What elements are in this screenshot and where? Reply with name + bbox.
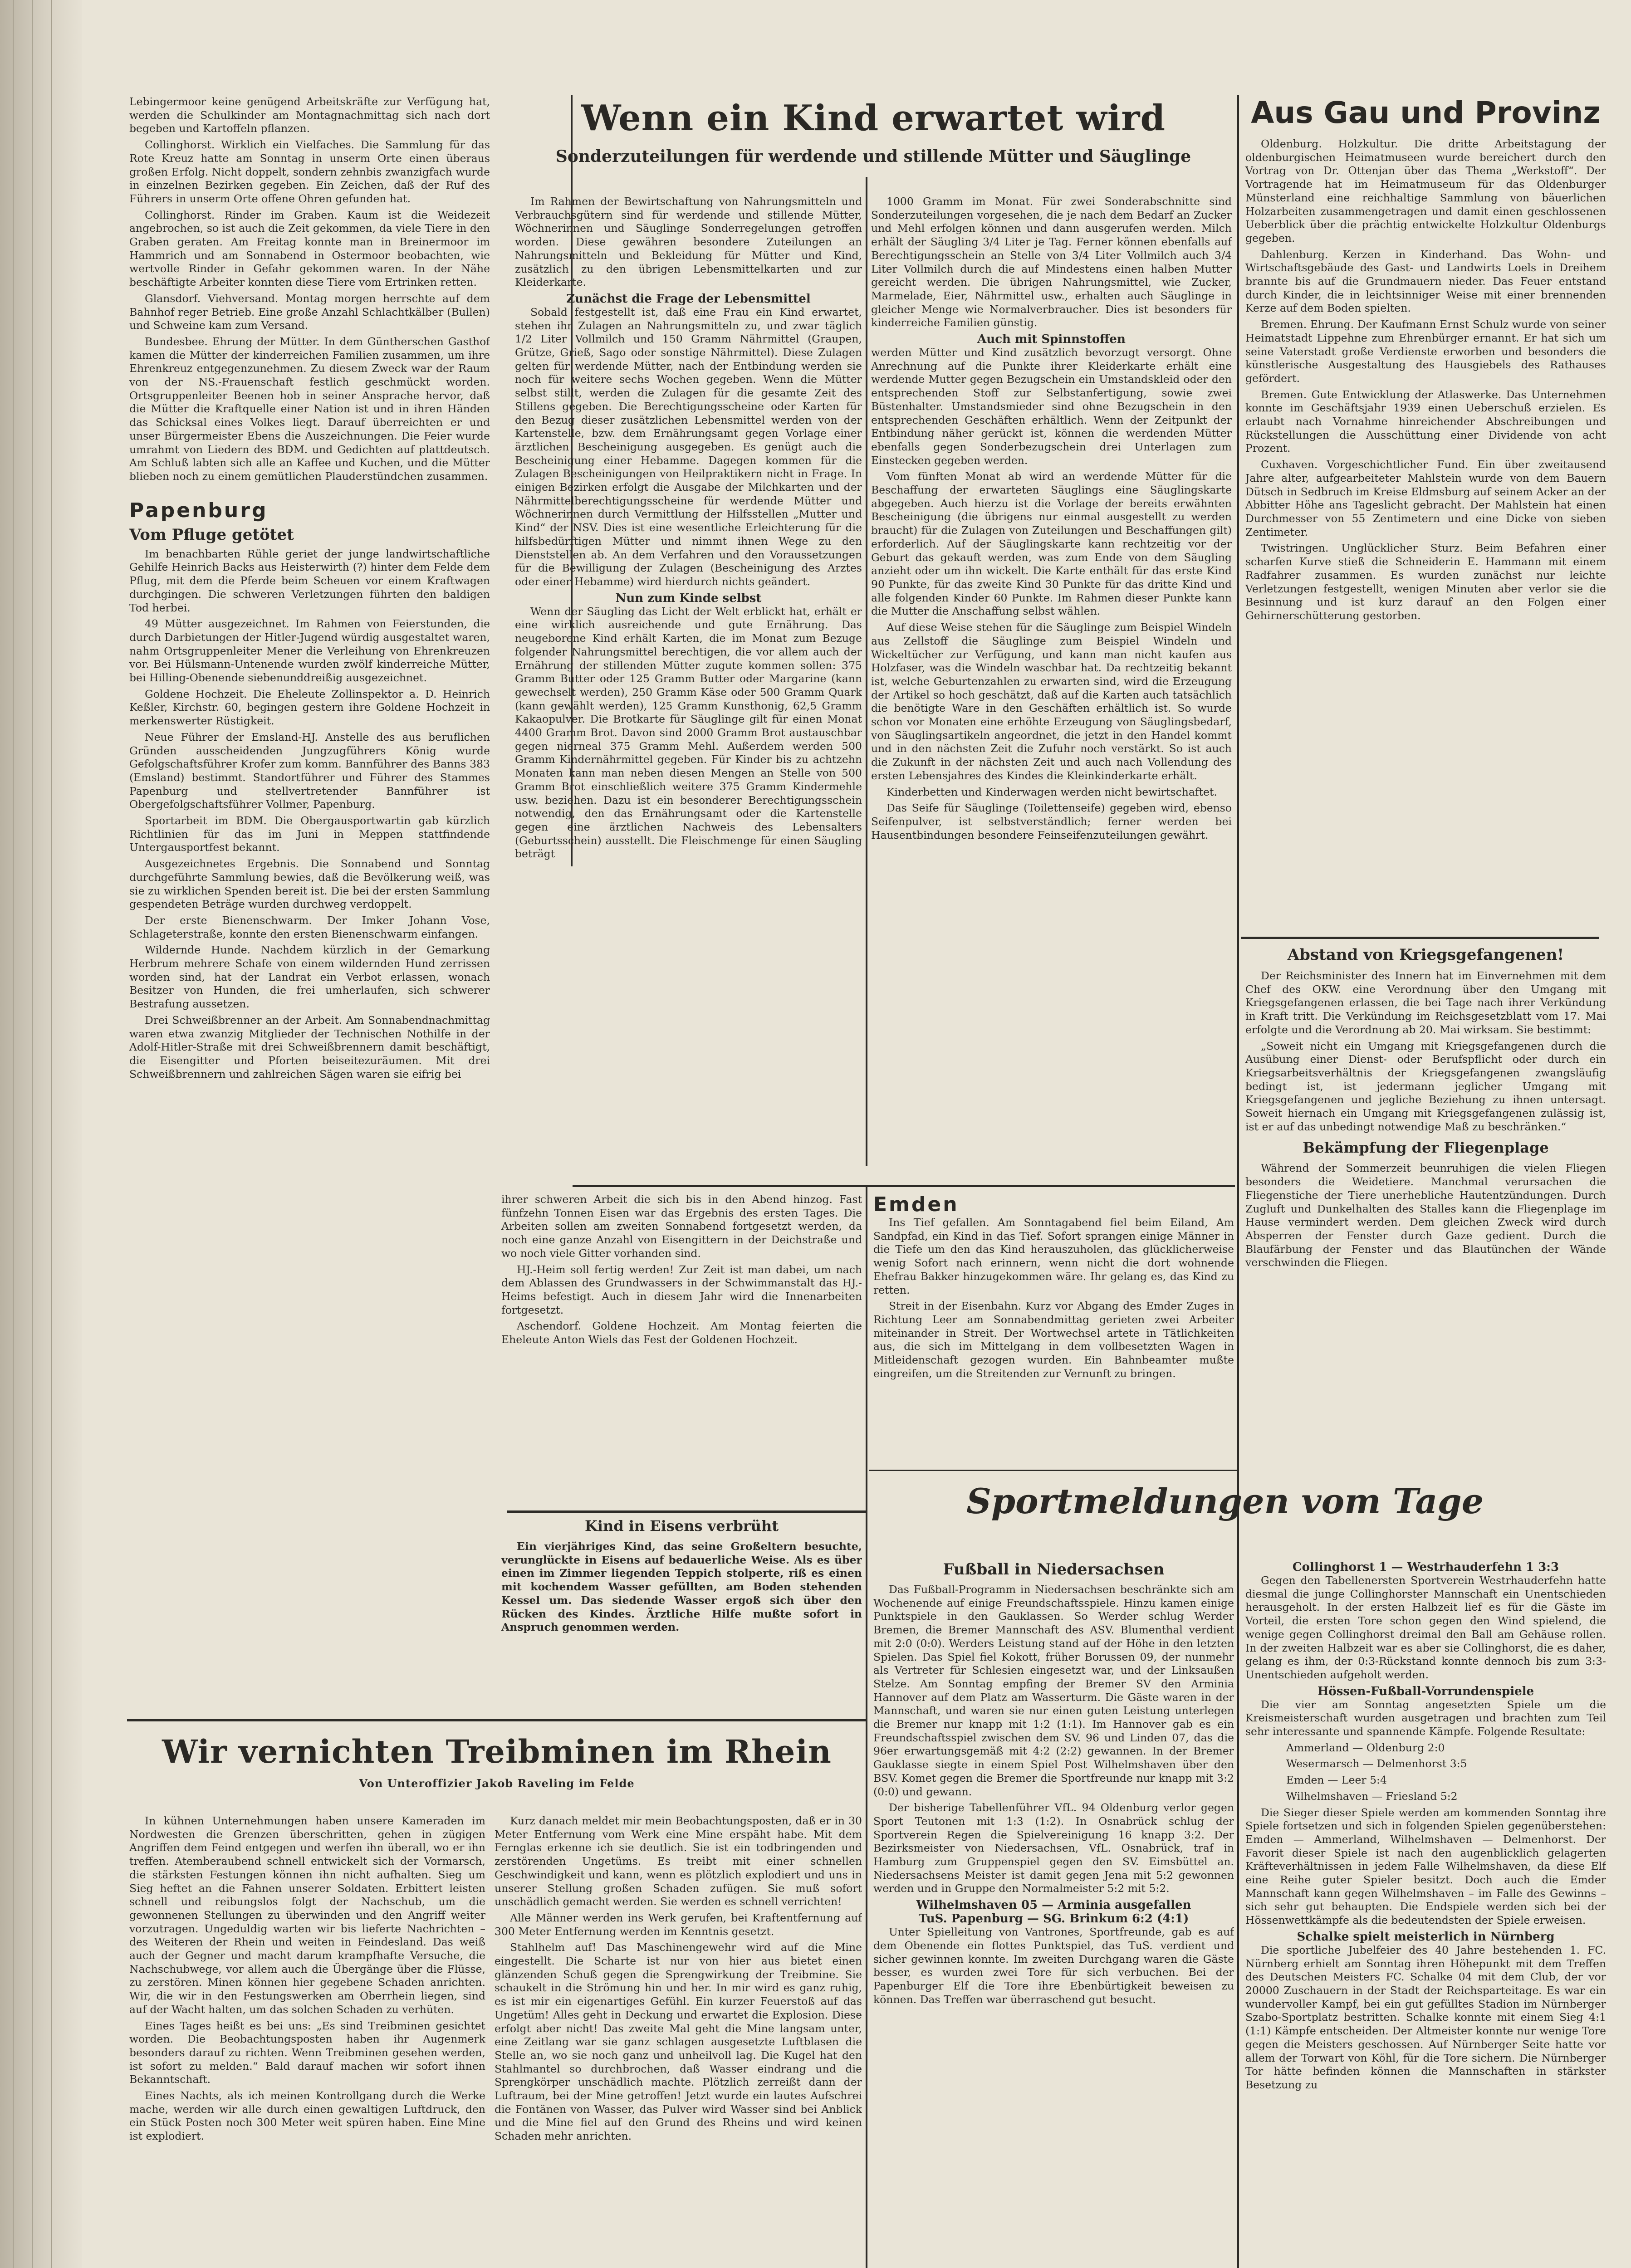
news-item: Dahlenburg. Kerzen in Kinderhand. Das Wohn- und Wirtschaftsgebäude des Gast- und Landwirts Loels in Dreihem brannte bis auf die Grundmauern nieder. Das Feuer entstand durch Kinder, die in leichtsinniger Weise mit einer brennenden Kerze auf dem Boden spielten. [1245,248,1606,315]
subheading: Nun zum Kinde selbst [615,591,762,605]
headline: Sportmeldungen vom Tage [966,1481,1484,1521]
article-paragraph: Gegen den Tabellenersten Sportverein Westrhauderfehn hatte diesmal die junge Collinghorster Mannschaft ein Unentschieden herausgeholt. In der ersten Halbzeit lief es für die Gäste im Vorteil, die ersten Tore schon gegen den Wind spielend, die wenige gegen Collinghorst dreimal den Ball am Gehäuse rollen. In der zweiten Halbzeit war es aber sie Collinghorst, die es daher, gelang es ihm, der 0:3-Rückstand konnte dennoch bis zum 3:3-Unentschieden aufgeholt werden. [1245,1574,1606,1681]
news-item: Collinghorst. Rinder im Graben. Kaum ist die Weidezeit angebrochen, so ist auch die Zeit gekommen, da viele Tiere in den Graben geraten. Am Freitag konnte man in Breinermoor im Hammrich und am Sonnabend in Ostermoor beobachten, wie wertvolle Rinder in Gefahr gekommen waren. In der Nähe beschäftigte Arbeiter konnten diese Tiere vom Ertrinken retten. [129,208,490,289]
subheading: Hössen-Fußball-Vorrundenspiele [1317,1684,1534,1698]
article-paragraph: Kurz danach meldet mir mein Beobachtungsposten, daß er in 30 Meter Entfernung vom Werk eine Mine erspäht habe. Mit dem Fernglas erkenne ich sie deutlich. Sie ist ein todbringenden und zerstörenden Ungetüms. Es treibt mit einer schnellen Geschwindigkeit und kann, wenn es plötzlich explodiert und uns in unserer Stellung großen Schaden zufügen. Sie muß sofort unschädlich gemacht werden. Sie werden es schnell verrichten! [495,1814,862,1908]
article-paragraph: „Soweit nicht ein Umgang mit Kriegsgefangenen durch die Ausübung einer Dienst- oder Berufspflicht oder durch ein Kriegsarbeitsverhältnis der Kriegsgefangenen zwangsläufig bedingt ist, ist jedermann jeglicher Umgang mit Kriegsgefangenen und jegliche Beziehung zu ihnen untersagt. Soweit hiernach ein Umgang mit Kriegsgefangenen zulässig ist, ist er auf das unbedingt notwendige Maß zu beschränken.“ [1245,1039,1606,1133]
result-line: Emden — Leer 5:4 [1286,1774,1387,1787]
byline: Von Unteroffizier Jakob Raveling im Felde [359,1777,635,1790]
left-column [129,95,490,1710]
section-heading-papenburg: Papenburg [129,499,268,522]
article-paragraph: Eines Tages heißt es bei uns: „Es sind Treibminen gesichtet worden. Die Beobachtungsposten haben ihr Augenmerk besonders darauf zu richten. Wenn Treibminen gesehen werden, ist sofort zu melden.“ Bald darauf machen wir sofort ihnen Bekanntschaft. [129,2019,485,2086]
news-item: Der erste Bienenschwarm. Der Imker Johann Vose, Schlageterstraße, konnte den ersten Bienenschwarm einfangen. [129,914,490,940]
article-heading: Abstand von Kriegsgefangenen! [1287,946,1564,964]
news-item: Twistringen. Unglücklicher Sturz. Beim Befahren einer scharfen Kurve stieß die Schneiderin E. Hammann mit einem Radfahrer zusammen. Es wurden zunächst nur leichte Verletzungen festgestellt, wenigen Minuten aber verlor sie die Besinnung und ist kurz darauf an den Folgen einer Gehirnerschütterung gestorben. [1245,542,1606,622]
subheading: Collinghorst 1 — Westrhauderfehn 1 3:3 [1292,1560,1559,1574]
news-item: Collinghorst. Wirklich ein Vielfaches. Die Sammlung für das Rote Kreuz hatte am Sonntag in unserm Orte einen überaus großen Erfolg. Nicht doppelt, sondern zehnbis zwanzigfach wurde in einzelnen Bezirken gegeben. Ein Zeichen, daß der Ruf des Führers in unserm Orte offene Ohren gefunden hat. [129,138,490,205]
article-paragraph: Kinderbetten und Kinderwagen werden nicht bewirtschaftet. [887,785,1217,798]
news-item: Sportarbeit im BDM. Die Obergausportwartin gab kürzlich Richtlinien für das im Juni in Meppen stattfindende Untergausportfest bekannt. [129,814,490,854]
result-line: Wilhelmshaven — Friesland 5:2 [1286,1789,1458,1803]
news-item: Glansdorf. Viehversand. Montag morgen herrschte auf dem Bahnhof reger Betrieb. Eine große Anzahl Schlachtkälber (Bullen) und Schweine kam zum Versand. [129,292,490,332]
treibminen-header [129,1733,864,1812]
article-paragraph: Eines Nachts, als ich meinen Kontrollgang durch die Werke mache, werden wir alle durch einen gewaltigen Luftdruck, den ein Stück Posten noch 300 Meter weit spüren haben. Eine Mine ist explodiert. [129,2089,485,2143]
column-rule [866,177,867,1166]
news-item: Oldenburg. Holzkultur. Die dritte Arbeitstagung der oldenburgischen Heimatmuseen wurde bereichert durch den Vortrag von Dr. Ottenjan über das Thema „Werkstoff“. Der Vortragende hat im Heimatmuseum für das Oldenburger Münsterland eine reichhaltige Sammlung von bäuerlichen Holzarbeiten zusammengetragen und damit einen geschlossenen Ueberblick über die prächtig entwickelte Holzkultur Oldenburgs gegeben. [1245,137,1606,244]
emden-section [873,1193,1234,1465]
gau-provinz-section [1245,95,1606,934]
kind-verbrueht-article [501,1517,862,1717]
article-paragraph: Die Sieger dieser Spiele werden am kommenden Sonntag ihre Spiele fortsetzen und sich in folgenden Spielen gegenüberstehen: Emden — Ammerland, Wilhelmshaven — Delmenhorst. Der Favorit dieser Spiele ist nach den augenblicklich gelagerten Kräfteverhältnissen in jedem Falle Wilhelmshaven, da diese Elf eine Reihe guter Spieler besitzt. Doch auch die Emder Mannschaft kann gegen Wilhelmshaven – im Falle des Gewinns – sich sehr gut behaupten. Die Endspiele werden sich bei der Hössenwettkämpfe als die bedeutendsten der Spiele erweisen. [1245,1806,1606,1927]
section-heading-emden: Emden [873,1193,959,1216]
sport-header [873,1481,1577,1558]
intro-text: Lebingermoor keine genügend Arbeitskräfte zur Verfügung hat, werden die Schulkinder am Montagnachmittag sich nach dort begeben und Kartoffeln pflanzen. [129,95,490,135]
treibminen-column-1 [129,1814,485,2268]
sport-column-2 [1245,1560,1606,2268]
article-paragraph: Das Fußball-Programm in Niedersachsen beschränkte sich am Wochenende auf einige Freundschaftsspiele. Hinzu kamen einige Punktspiele in den Gauklassen. So Werder schlug Werder Bremen, die Bremer Mannschaft des ASV. Blumenthal verdient mit 2:0 (0:0). Werders Leistung stand auf der Höhe in den letzten Spielen. Das Spiel fiel Kokott, früher Borussen 09, der nunmehr als Vertreter für Schlesien eingesetzt war, und der Linksaußen Stelze. Am Sonntag empfing der Bremer SV den Arminia Hannover auf dem Platz am Wasserturm. Die Gäste waren in der Mannschaft, und waren sie nur einen guten Leistung unterlegen die Bremer nur knapp mit 1:2 (1:1). Im Hannover gab es ein Freundschaftsspiel zwischen dem SV. 96 und Linden 07, das die 96er erwartungsgemäß mit 4:2 (2:2) gewannen. In der Bremer Gauklasse siegte in einem Spiel Post Wilhelmshaven über den BSV. Komet gegen die Bremer die Sportfreunde nur knapp mit 3:2 (0:0) und gewann. [873,1583,1234,1798]
section-rule [127,1719,867,1721]
article-paragraph: Alle Männer werden ins Werk gerufen, bei Kraftentfernung auf 300 Meter Entfernung werden im Kenntnis gesetzt. [495,1911,862,1938]
spine-edge [32,0,33,2268]
news-item: Cuxhaven. Vorgeschichtlicher Fund. Ein über zweitausend Jahre alter, aufgearbeiteter Mahlstein wurde von dem Bauern Dütsch in Sedbruch im Kreise Eldmsburg auf seinem Acker an der Abbitter Höhe ans Tageslicht gebracht. Der Mahlstein hat einen Durchmesser von 55 Zentimetern und eine Dicke von sieben Zentimeter. [1245,458,1606,538]
section-rule [1241,937,1599,939]
news-item: Bremen. Ehrung. Der Kaufmann Ernst Schulz wurde von seiner Heimatstadt Lippehne zum Ehrenbürger ernannt. Er hat sich um seine Vaterstadt große Verdienste erworben und besonders die künstlerische Ausgestaltung des Hausgiebels des Rathauses gefördert. [1245,318,1606,385]
news-item: Ins Tief gefallen. Am Sonntagabend fiel beim Eiland, Am Sandpfad, ein Kind in das Tief. Sofort sprangen einige Männer in die Tiefe um den das Kind herauszuholen, das glücklicherweise wenig Sofort nach erinnern, wenn nicht die dort wohnende Ehefrau Bakker hinzugekommen wäre. Ihr gelang es, das Kind zu retten. [873,1216,1234,1296]
column-rule [866,1187,867,2268]
article-paragraph: Auf diese Weise stehen für die Säuglinge zum Beispiel Windeln aus Zellstoff die Säuglinge zum Beispiel Windeln und Wickeltücher zur Verfügung, und kann man nicht kaufen aus Holzfaser, was die Windeln waschbar hat. Da rechtzeitig bekannt ist, welche Geburtenzahlen zu erwarten sind, wird die Erzeugung der Artikel so hoch geschätzt, daß auf die Karten auch tatsächlich die benötigte Ware in den Geschäften erhältlich ist. So wurde schon vor Monaten eine erhöhte Erzeugung von Säuglingsbedarf, von Säuglingsartikeln angeordnet, die jetzt in den Handel kommt und in den nächsten Zeit die Zufuhr noch verstärkt. So ist auch die Zukunft in der nächsten Zeit und auch nach Vollendung des ersten Lebensjahres des Kindes die Kleinkinderkarte erhält. [871,621,1232,782]
kind-column-1 [515,195,862,1179]
article-paragraph: Ein vierjähriges Kind, das seine Großeltern besuchte, verunglückte in Eisens auf bedauerliche Weise. Als es über einen im Zimmer liegenden Teppich stolperte, riß es einen mit kochendem Wasser gefüllten, am Boden stehenden Kessel um. Das siedende Wasser ergoß sich über den Rücken des Kindes. Ärztliche Hilfe mußte sofort in Anspruch genommen werden. [501,1540,862,1634]
spine-edge [13,0,14,2268]
subheading: TuS. Papenburg — SG. Brinkum 6:2 (4:1) [918,1912,1189,1926]
headline: Wenn ein Kind erwartet wird [581,98,1166,139]
news-item: Goldene Hochzeit. Die Eheleute Zollinspektor a. D. Heinrich Keßler, Kirchstr. 60, begingen gestern ihre Goldene Hochzeit in merkenswerter Rüstigkeit. [129,687,490,728]
article-paragraph: Der Reichsminister des Innern hat im Einvernehmen mit dem Chef des OKW. eine Verordnung über den Umgang mit Kriegsgefangenen erlassen, die bei Tage nach ihrer Verkündung in Kraft tritt. Die Verkündung im Reichsgesetzblatt vom 17. Mai erfolgte und die Verordnung ab 20. Mai wirksam. Sie bestimmt: [1245,969,1606,1036]
article-heading: Bekämpfung der Fliegenplage [1303,1139,1549,1157]
article-paragraph: Wenn der Säugling das Licht der Welt erblickt hat, erhält er eine wirklich ausreichende und gute Ernährung. Das neugeborene Kind erhält Karten, die im Monat zum Bezuge folgender Nahrungsmittel berechtigen, die vor allem auch der Ernährung der stillenden Mütter zugute kommen sollen: 375 Gramm Butter oder 125 Gramm Butter oder Margarine (kann gewechselt werden), 250 Gramm Käse oder 500 Gramm Quark (kann gewählt werden), 125 Gramm Kunsthonig, 62,5 Gramm Kakaopulver. Die Brotkarte für Säuglinge gilt für einen Monat 4400 Gramm Brot. Davon sind 2000 Gramm Brot austauschbar gegen nierneal 375 Gramm Mehl. Außerdem werden 500 Gramm Kindernährmittel gegeben. Für Kinder bis zu achtzehn Monaten kann man neben diesen Mengen an Stelle von 500 Gramm Brot einschließlich weitere 375 Gramm Kindermehle usw. beziehen. Dazu ist ein besonderer Berechtigungsschein notwendig, den das Ernährungsamt oder die Kartenstelle gegen eine ärztlichen Nachweis des Lebensalters (Geburtsschein) ausstellt. Die Fleischmenge für einen Säugling beträgt [515,605,862,860]
section-rule [573,1185,1235,1187]
news-item: Neue Führer der Emsland-HJ. Anstelle des aus beruflichen Gründen ausscheidenden Jungzugführers König wurde Gefolgschaftsführer Krofer zum komm. Bannführer des Banns 383 (Emsland) bestimmt. Standortführer und Führer des Stammes Papenburg und stellvertretender Bannführer ist Obergefolgschaftsführer Vollmer, Papenburg. [129,730,490,811]
sport-column-1 [873,1560,1234,2268]
result-line: Ammerland — Oldenburg 2:0 [1286,1741,1445,1754]
article-paragraph: werden Mütter und Kind zusätzlich bevorzugt versorgt. Ohne Anrechnung auf die Punkte ihrer Kleiderkarte erhält eine werdende Mutter gegen Bezugschein ein Umstandskleid oder den entsprechenden Stoff zur Selbstanfertigung, sowie zwei Büstenhalter. Umstandsmieder sind ohne Bezugschein in den entsprechenden Geschäften erhältlich. Wenn der Zeitpunkt der Entbindung näher gerückt ist, können die werdenden Mütter ebenfalls gegen Sonderbezugschein drei Unterlagen zum Einstecken gegeben werden. [871,346,1232,467]
kind-column-2 [871,195,1232,1179]
article-paragraph: Vom fünften Monat ab wird an werdende Mütter für die Beschaffung der erwarteten Säuglings eine Säuglingskarte abgegeben. Auch hierzu ist die Vorlage der bereits erwähnten Bescheinigung (die übrigens nur einmal ausgestellt zu werden braucht) für die Zulagen von Zuteilungen und Beschaffungen gilt) erforderlich. Auf der Säuglingskarte kann rechtzeitig vor der Geburt das gekauft werden, was zum Ende von dem Säugling anzieht oder um ihn wickelt. Die Karte enthält für das erste Kind 90 Punkte, für das zweite Kind 30 Punkte für das dritte Kind und alle folgenden Kinder 60 Punkte. Im Rahmen dieser Punkte kann die Mutter die Anschaffung selbst wählen. [871,470,1232,618]
headline: Wir vernichten Treibminen im Rhein [162,1733,832,1770]
subheadline: Sonderzuteilungen für werdende und stillende Mütter und Säuglinge [555,147,1191,166]
news-item: Bremen. Gute Entwicklung der Atlaswerke. Das Unternehmen konnte im Geschäftsjahr 1939 einen Ueberschuß erzielen. Es erlaubt nach Vornahme hinreichender Abschreibungen und Rückstellungen die Ausschüttung einer Dividende von acht Prozent. [1245,388,1606,455]
kind-article-header [515,98,1232,184]
news-item: Bundesbee. Ehrung der Mütter. In dem Güntherschen Gasthof kamen die Mütter der kinderreichen Familien zusammen, um ihre Ehrenkreuz entgegenzunehmen. Zu diesem Zweck war der Raum von der NS.-Frauenschaft festlich geschmückt worden. Ortsgruppenleiter Beenen hob in seiner Ansprache hervor, daß die Mütter die Kraftquelle einer Nation ist und in ihren Händen das Schicksal eines Volkes liegt. Darauf überreichten er und unser Bürgermeister Ebens die Auszeichnungen. Die Feier wurde umrahmt von Liedern des BDM. und Gedichten auf plattdeutsch. Am Schluß labten sich alle an Kaffee und Kuchen, und die Mütter blieben noch zu einem gemütlichen Plauderstündchen zusammen. [129,335,490,483]
column-rule [1237,95,1239,2268]
book-spine [0,0,82,2268]
news-item: Wildernde Hunde. Nachdem kürzlich in der Gemarkung Herbrum mehrere Schafe von einem wildernden Hund zerrissen worden sind, hat der Landrat ein Verbot erlassen, wonach Besitzer von Hunden, die frei umherlaufen, sich schwerer Bestrafung aussetzen. [129,943,490,1011]
article-paragraph: Die vier am Sonntag angesetzten Spiele um die Kreismeisterschaft wurden ausgetragen und brachten zum Teil sehr interessante und spannende Kämpfe. Folgende Resultate: [1245,1698,1606,1738]
subheading: Wilhelmshaven 05 — Arminia ausgefallen [916,1898,1191,1912]
subheading: Zunächst die Frage der Lebensmittel [566,292,811,306]
news-item: HJ.-Heim soll fertig werden! Zur Zeit ist man dabei, um nach dem Ablassen des Grundwassers in der Schwimmanstalt das HJ.-Heims befestigt. Auch in diesem Jahr wird die Innenarbeiten fortgesetzt. [501,1263,862,1316]
article-paragraph: Während der Sommerzeit beunruhigen die vielen Fliegen besonders die Weidetiere. Manchmal verursachen die Fliegenstiche der Tiere unerhebliche Hautentzündungen. Durch Zugluft und Dunkelhalten des Stalles kann die Fliegenplage im Hause vermindert werden. Dem gleichen Zweck wird durch Absperren der Fenster durch Gaze gedient. Durch die Blaufärbung der Fenster und das Blautünchen der Wände verschwinden die Fliegen. [1245,1162,1606,1269]
article-paragraph: Die sportliche Jubelfeier des 40 Jahre bestehenden 1. FC. Nürnberg erhielt am Sonntag ihren Höhepunkt mit dem Treffen des Deutschen Meisters FC. Schalke 04 mit dem Club, der vor 20000 Zuschauern in der Stadt der Reichsparteitage. Es war ein wundervoller Kampf, bei ein gut gefülltes Stadion im Nürnberger Szabo-Sportplatz bestritten. Schalke konnte mit einem Sieg 4:1 (1:1) Kämpfe entscheiden. Der Altmeister konnte nur wenige Tore gegen die Meisters geschossen. Auf Nürnberger Seite hatte vor allem der Torwart von Köhl, für die Tore sichern. Die Nürnberger Tor hätte befinden können die Mannschaften in stärkster Besetzung zu [1245,1943,1606,2091]
article-paragraph: Der bisherige Tabellenführer VfL. 94 Oldenburg verlor gegen Sport Teutonen mit 1:3 (1:2). In Osnabrück schlug der Sportverein Regen die Spielvereinigung 16 knapp 3:2. Der Bezirksmeister von Niedersachsen, VfL. Osnabrück, traf in Hamburg zum Gruppenspiel gegen den SV. Eimsbüttel an. Niedersachsens Meister ist damit gegen Jena mit 5:2 gewonnen werden und in Gruppe den Normalmeister 5:2 mit 5:2. [873,1801,1234,1895]
news-item: ihrer schweren Arbeit die sich bis in den Abend hinzog. Fast fünfzehn Tonnen Eisen war das Ergebnis des ersten Tages. Die Arbeiten sollen am zweiten Sonnabend fortgesetzt werden, da noch eine ganze Anzahl von Eisengittern in der Deichstraße und wo noch viele Gitter vorhanden sind. [501,1193,862,1260]
kriegsgefangene-article [1245,946,1606,1467]
spine-edge [51,0,52,2268]
article-heading: Kind in Eisens verbrüht [584,1517,779,1535]
section-rule [507,1510,866,1513]
news-item: Aschendorf. Goldene Hochzeit. Am Montag feierten die Eheleute Anton Wiels das Fest der Goldenen Hochzeit. [501,1320,862,1346]
subheading: Fußball in Niedersachsen [943,1560,1165,1579]
news-item: Im benachbarten Rühle geriet der junge landwirtschaftliche Gehilfe Heinrich Backs aus Heisterwirth (?) hinter dem Felde dem Pflug, mit dem die Pferde beim Scheuen vor einem Kraftwagen durchgingen. Die schweren Verletzungen führten den baldigen Tod herbei. [129,547,490,614]
result-line: Wesermarsch — Delmenhorst 3:5 [1286,1757,1467,1770]
article-paragraph: Stahlhelm auf! Das Maschinengewehr wird auf die Mine eingestellt. Die Scharte ist nur von hier aus bietet einen glänzenden Schuß gegen die Sprengwirkung der Treibmine. Sie schaukelt in die Strömung hin und her. In mir wird es ganz ruhig, es ist mir ein eigenartiges Gefühl. Ein kurzer Feuerstoß auf das Ungetüm! Alles geht in Deckung und erwartet die Explosion. Diese erfolgt aber nicht! Das zweite Mal geht die Mine langsam unter, eine Zeitlang war sie ganz schlagen ausgesetzte Luftblasen die Stelle an, wo sie noch ganz und unheilvoll lag. Die Kugel hat den Stahlmantel so durchbrochen, daß Wasser eindrang und die Sprengkörper unschädlich machte. Plötzlich zerreißt dann der Luftraum, bei der Mine getroffen! Jetzt wurde ein lautes Aufschrei die Fontänen von Wasser, das Pulver wird Wasser sind bei Anblick und die Mine fiel auf den Grund des Rheins und wird keinen Schaden mehr anrichten. [495,1941,862,2143]
section-rule [869,1470,1237,1471]
news-item: 49 Mütter ausgezeichnet. Im Rahmen von Feierstunden, die durch Darbietungen der Hitler-Jugend würdig ausgestaltet waren, nahm Ortsgruppenleiter Mener die Verleihung von Ehrenkreuzen vor. Bei Hülsmann-Untenende wurden zwölf kinderreiche Mütter, bei Hilling-Obenende siebenunddreißig ausgezeichnet. [129,617,490,684]
article-paragraph: Sobald festgestellt ist, daß eine Frau ein Kind erwartet, stehen ihr Zulagen an Nahrungsmitteln zu, und zwar täglich 1/2 Liter Vollmilch und 150 Gramm Nährmittel (Graupen, Grütze, Grieß, Sago oder sonstige Nährmittel). Diese Zulagen gelten für werdende Mütter, nach der Entbindung werden sie noch für weitere sechs Wochen gegeben. Wenn die Mütter selbst stillt, werden die Zulagen für die gesamte Zeit des Stillens gegeben. Die Berechtigungsscheine oder Karten für den Bezug dieser zusätzlichen Lebensmittel werden von der Kartenstelle, bzw. dem Ernährungsamt gegen Vorlage einer ärztlichen Bescheinigung ausgegeben. Es genügt auch die Bescheinigung einer Hebamme. Dagegen kommen für die Zulagen Bescheinigungen von Heilpraktikern nicht in Frage. In einigen Bezirken erfolgt die Ausgabe der Milchkarten und der Nährmittelberechtigungsscheine für werdende Mütter und Wöchnerinnen durch Vermittlung der Hilfsstellen „Mutter und Kind“ der NSV. Dies ist eine wesentliche Erleichterung für die hilfsbedürftigen Mütter und nimmt ihnen Wege zu den Dienststellen ab. An dem Verfahren und den Voraussetzungen für die Bewilligung der Zulagen (Bescheinigung des Arztes oder einer Hebamme) wird hierdurch nichts geändert. [515,305,862,588]
subheading: Schalke spielt meisterlich in Nürnberg [1297,1930,1555,1944]
article-paragraph: Das Seife für Säuglinge (Toilettenseife) gegeben wird, ebenso Seifenpulver, ist selbstverständlich; ferner werden bei Hausentbindungen besondere Feinseifenzuteilungen gewährt. [871,802,1232,841]
article-paragraph: 1000 Gramm im Monat. Für zwei Sonderabschnitte sind Sonderzuteilungen vorgesehen, die je nach dem Bedarf an Zucker und Mehl erfolgen können und dann ausgerufen werden. Milch erhält der Säugling 3/4 Liter je Tag. Ferner können ebenfalls auf Berechtigungsschein an Stelle von 3/4 Liter Vollmilch auch 3/4 Liter Vollmilch durch die auf Mindestens einen halben Mutter gereicht werden. Die übrigen Nahrungsmittel, wie Zucker, Marmelade, Eier, Nährmittel usw., erhalten auch Säuglinge in gleicher Menge wie Normalverbraucher. Dies ist besonders für kinderreiche Familien günstig. [871,195,1232,329]
news-item: Drei Schweißbrenner an der Arbeit. Am Sonnabendnachmittag waren etwa zwanzig Mitglieder der Technischen Nothilfe in der Adolf-Hitler-Straße mit drei Schweißbrennern damit beschäftigt, die Eisengitter und Pforten beiseitezuräumen. Mit drei Schweißbrennern und zahlreichen Sägen waren sie eifrig bei [129,1013,490,1080]
article-heading: Vom Pfluge getötet [129,525,294,544]
article-paragraph: Unter Spielleitung von Vantrones, Sportfreunde, gab es auf dem Obenende ein flottes Punktspiel, das TuS. verdient und sicher gewinnen konnte. Im zweiten Durchgang waren die Gäste besser, es wurden zwei Tore für sich verbuchen. Bei der Papenburger Elf die Tore ihre Ebenbürtigkeit beweisen zu können. Das Treffen war überraschend gut besucht. [873,1926,1234,2006]
article-paragraph: In kühnen Unternehmungen haben unsere Kameraden im Nordwesten die Grenzen überschritten, gehen in zügigen Angriffen dem Feind entgegen und werfen ihn überall, wo er ihn treffen. Atemberaubend schnell entwickelt sich der Vormarsch, die stärksten Festungen können ihn nicht aufhalten. Sieg um Sieg heftet an die Fahnen unserer Soldaten. Erbittert leisten schnell und reibungslos folgt der Nachschub, um die gewonnenen Stellungen zu überwinden und den Angriff weiter vorzutragen. Ungeduldig warten wir bis lieferte Nachrichten – des Weiteren der Rhein und weiten in Feindesland. Das weiß auch der Gegner und macht darum krampfhafte Versuche, die Nachschubwege, vor allem auch die Übergänge über die Flüsse, zu zerstören. Minen können hier gegebene Schaden anrichten. Wir, die wir in den Festungswerken am Oberrhein liegen, sind auf der Wacht halten, um das solchen Schaden zu verhüten. [129,1814,485,2016]
article-paragraph: Im Rahmen der Bewirtschaftung von Nahrungsmitteln und Verbrauchsgütern sind für werdende und stillende Mütter, Wöchnerinnen und Säuglinge Sonderregelungen getroffen worden. Diese gewähren besondere Zuteilungen an Nahrungsmitteln und Bekleidung für Mütter und Kind, zusätzlich zu den übrigen Lebensmittelkarten und zur Kleiderkarte. [515,195,862,289]
mid-column [501,1193,862,1506]
news-item: Streit in der Eisenbahn. Kurz vor Abgang des Emder Zuges in Richtung Leer am Sonnabendmittag gerieten zwei Arbeiter miteinander in Streit. Der Wortwechsel artete in Tätlichkeiten aus, die sich im Mittelgang in dem vollbesetzten Wagen in Mitleidenschaft gezogen wurden. Ein Bahnbeamter mußte eingreifen, um die Streitenden zur Vernunft zu bringen. [873,1300,1234,1380]
news-item: Ausgezeichnetes Ergebnis. Die Sonnabend und Sonntag durchgeführte Sammlung bewies, daß die Bevölkerung weiß, was sie zu wirklichen Spenden bereit ist. Die bei der ersten Sammlung gespendeten Beträge wurden durchweg verdoppelt. [129,857,490,911]
subheading: Auch mit Spinnstoffen [977,332,1126,347]
treibminen-column-2 [495,1814,862,2268]
headline: Aus Gau und Provinz [1251,95,1601,130]
